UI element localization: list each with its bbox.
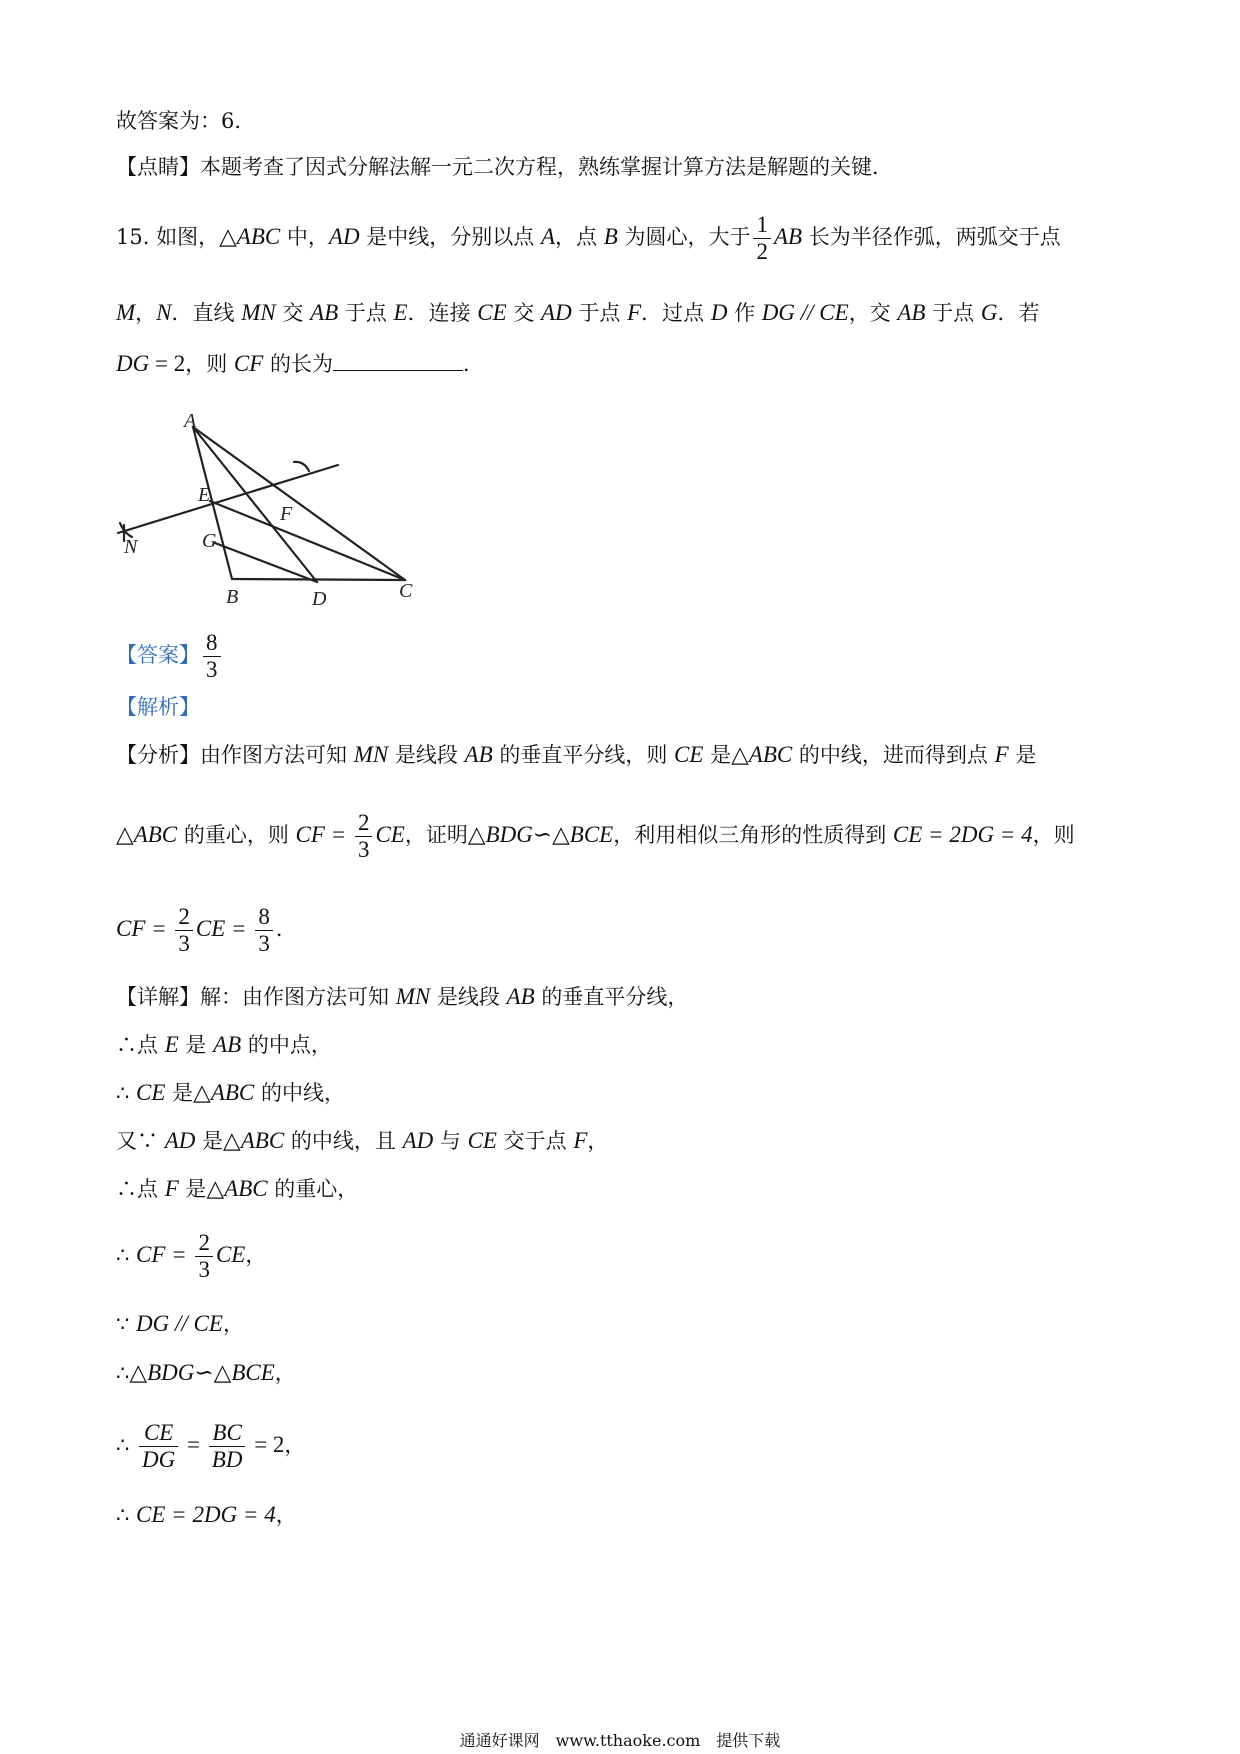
step-1: ∴点 E 是 AB 的中点， <box>116 1032 332 1057</box>
segment-CE <box>210 501 405 580</box>
line-MN <box>118 465 338 533</box>
fenxi-line-1: 【分析】由作图方法可知 MN 是线段 AB 的垂直平分线，则 CE 是△ABC 的中线，进而得到点 F 是 <box>116 742 1037 767</box>
label-A: A <box>184 410 197 432</box>
xiangjie-line: 【详解】解：由作图方法可知 MN 是线段 AB 的垂直平分线， <box>116 984 689 1009</box>
fenxi-line-2: △ABC 的重心，则 CF = $\frac{2}{3}$ CE，证明△BDG∽△BCE，利用相似三角形的性质得到 CE = 2DG = 4，则 <box>116 810 1075 862</box>
label-C: C <box>399 580 413 602</box>
dianjing-tag: 【点睛】 <box>116 155 200 179</box>
step-9: ∴ CE = 2DG = 4， <box>116 1502 297 1527</box>
question-15-line-2: M，N．直线 MN 交 AB 于点 E．连接 CE 交 AD 于点 F．过点 D 作 DG // CE，交 AB 于点 G．若 <box>116 300 1040 325</box>
label-E: E <box>198 484 211 506</box>
answer-tag: 【答案】 <box>116 643 200 667</box>
step-2: ∴ CE 是△ABC 的中线， <box>116 1080 345 1105</box>
label-D: D <box>312 588 327 610</box>
fenxi-line-3: CF = $\frac{2}{3}$ CE = $\frac{8}{3}$ ． <box>116 904 297 956</box>
segment-AC <box>193 427 405 580</box>
step-5: ∴ CF = $\frac{2}{3}$ CE， <box>116 1230 267 1282</box>
answer-blank <box>333 348 463 371</box>
step-3: 又∵ AD 是△ABC 的中线，且 AD 与 CE 交于点 F， <box>116 1128 609 1153</box>
step-7: ∴△BDG∽△BCE， <box>116 1360 296 1385</box>
label-B: B <box>226 586 239 608</box>
answer-fraction: $\frac{8}{3}$ <box>203 630 221 683</box>
question-15-line-1: 15. 如图，△ABC 中，AD 是中线，分别以点 A，点 B 为圆心，大于 $\frac{1}{2}$ AB 长为半径作弧，两弧交于点 <box>116 212 1061 264</box>
answer-row <box>116 630 224 683</box>
dianjing-paragraph: 【点睛】本题考查了因式分解法解一元二次方程，熟练掌握计算方法是解题的关键． <box>116 155 893 179</box>
page-footer: 通通好课网 www.tthaoke.com 提供下载 <box>459 1731 781 1750</box>
step-4: ∴点 F 是△ABC 的重心， <box>116 1176 359 1201</box>
jiexi-tag-row <box>116 692 200 722</box>
step-8: ∴ $\frac{CE}{DG}$ = $\frac{BC}{BD}$ = 2， <box>116 1420 306 1472</box>
jiexi-tag: 【解析】 <box>116 695 200 719</box>
prev-answer: 故答案为：6． <box>116 109 256 133</box>
label-G: G <box>202 530 217 552</box>
triangle-figure <box>110 405 420 615</box>
segment-BC <box>232 579 405 580</box>
arc-mark-top <box>294 462 309 471</box>
label-F: F <box>280 503 293 525</box>
step-6: ∵ DG // CE， <box>116 1311 244 1336</box>
fraction-one-half: $\frac{1}{2}$ <box>753 212 771 265</box>
question-15-line-3: DG = 2，则 CF 的长为 ． <box>116 348 484 379</box>
label-N: N <box>124 536 138 558</box>
